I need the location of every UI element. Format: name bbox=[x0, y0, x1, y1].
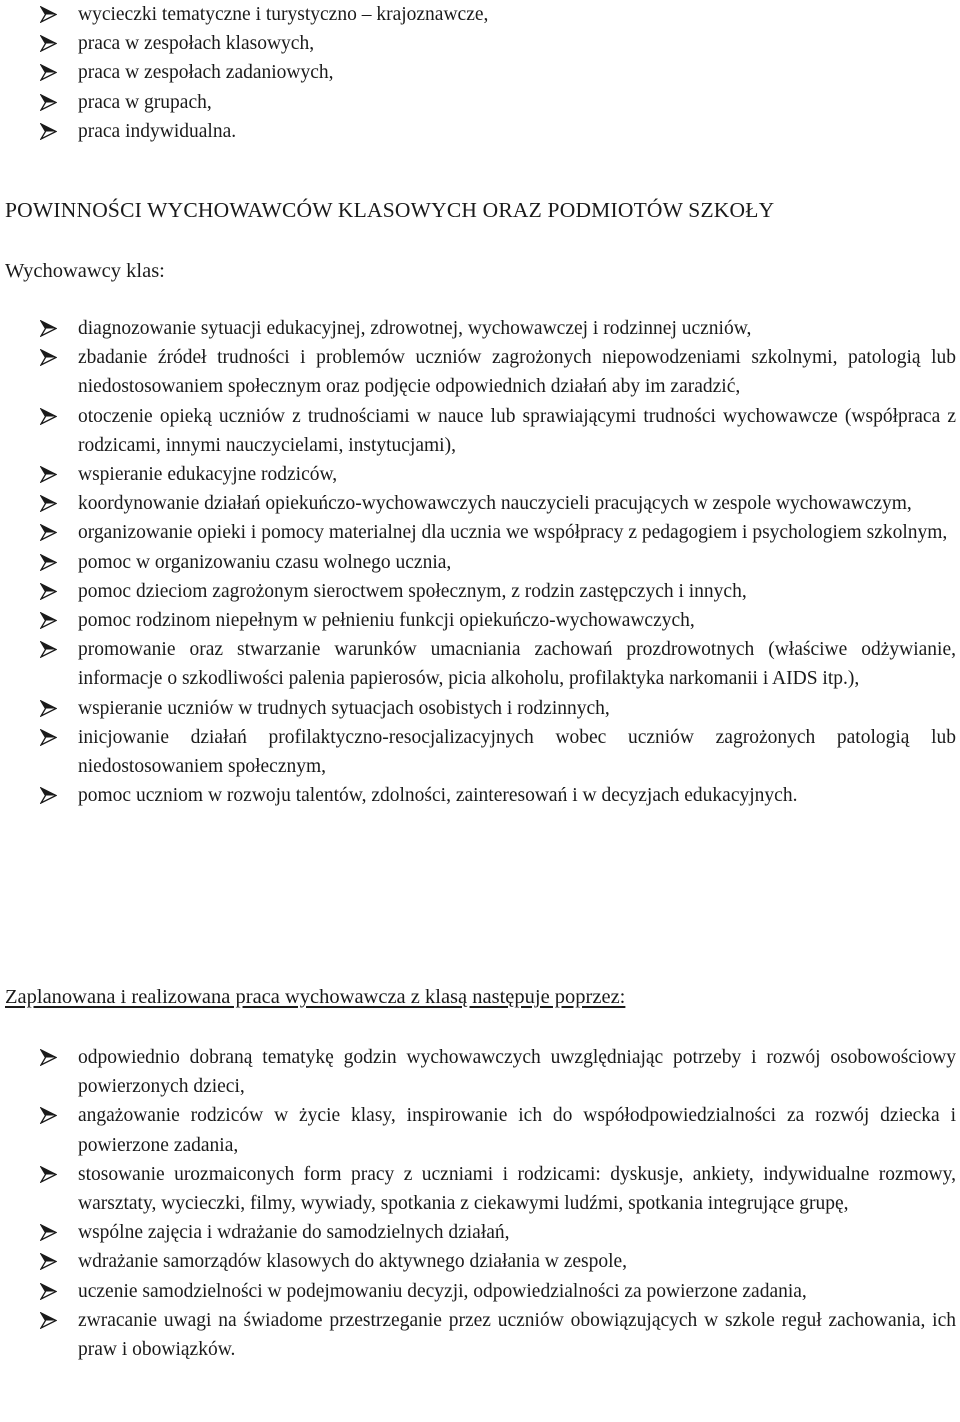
list-item-text: wspieranie edukacyjne rodziców, bbox=[78, 464, 338, 486]
list-item bbox=[0, 58, 960, 87]
list-item bbox=[0, 1277, 960, 1306]
list-item-text: odpowiednio dobraną tematykę godzin wychowawczych uwzględniając potrzeby i rozwój osobowościowy powierzonych dzieci, bbox=[78, 1047, 956, 1098]
list-item bbox=[0, 1247, 960, 1276]
arrowhead-bullet-icon bbox=[40, 1312, 57, 1329]
arrowhead-bullet-icon bbox=[40, 787, 57, 804]
list-item-text: koordynowanie działań opiekuńczo-wychowawczych nauczycieli pracujących w zespole wychowawczym, bbox=[78, 493, 912, 515]
arrowhead-bullet-icon bbox=[40, 94, 57, 111]
arrowhead-bullet-icon bbox=[40, 700, 57, 717]
list-item-text: otoczenie opieką uczniów z trudnościami w nauce lub sprawiającymi trudności wychowawcze (współpraca z rodzicami, innymi nauczycielami, instytucjami), bbox=[78, 405, 956, 456]
arrowhead-bullet-icon bbox=[40, 1253, 57, 1270]
list-item bbox=[0, 1218, 960, 1247]
arrowhead-bullet-icon bbox=[40, 35, 57, 52]
list-item bbox=[0, 0, 960, 29]
list-item bbox=[0, 694, 960, 723]
list-item bbox=[0, 460, 960, 489]
list-item bbox=[0, 343, 960, 401]
list-item-text: angażowanie rodziców w życie klasy, inspirowanie ich do współodpowiedzialności za rozwój dziecka i powierzone zadania, bbox=[78, 1105, 956, 1156]
arrowhead-bullet-icon bbox=[40, 729, 57, 746]
list-item bbox=[0, 1160, 960, 1218]
list-item bbox=[0, 1306, 960, 1364]
list-item-text: praca w zespołach klasowych, bbox=[78, 33, 315, 55]
arrowhead-bullet-icon bbox=[40, 349, 57, 366]
arrowhead-bullet-icon bbox=[40, 6, 57, 23]
arrowhead-bullet-icon bbox=[40, 583, 57, 600]
list-item-text: zwracanie uwagi na świadome przestrzeganie przez uczniów obowiązujących w szkole reguł zachowania, ich praw i obowiązków. bbox=[78, 1309, 956, 1361]
list-item bbox=[0, 88, 960, 117]
arrowhead-bullet-icon bbox=[40, 1224, 57, 1241]
list-item-text: organizowanie opieki i pomocy materialnej dla ucznia we współpracy z pedagogiem i psychologiem szkolnym, bbox=[78, 522, 948, 544]
list-item bbox=[0, 781, 960, 810]
list-item bbox=[0, 1101, 960, 1159]
intro-list bbox=[0, 0, 960, 146]
list-item bbox=[0, 635, 960, 693]
list-item bbox=[0, 518, 960, 547]
list-item-text: stosowanie urozmaiconych form pracy z uczniami i rodzicami: dyskusje, ankiety, indywidualne rozmowy, warsztaty, wycieczki, filmy, wywiady, spotkania z ciekawymi ludźmi, spotkania integrujące grupę, bbox=[78, 1163, 956, 1215]
arrowhead-bullet-icon bbox=[40, 466, 57, 483]
arrowhead-bullet-icon bbox=[40, 495, 57, 512]
list-item-text: pomoc uczniom w rozwoju talentów, zdolności, zainteresowań i w decyzjach edukacyjnych. bbox=[78, 785, 798, 807]
plan-heading: Zaplanowana i realizowana praca wychowawcza z klasą następuje poprzez: bbox=[5, 986, 626, 1008]
list-item-text: promowanie oraz stwarzanie warunków umacniania zachowań prozdrowotnych (właściwe odżywianie, informacje o szkodliwości palenia papierosów, picia alkoholu, profilaktyka narkomanii i AIDS itp.), bbox=[78, 639, 956, 690]
arrowhead-bullet-icon bbox=[40, 641, 57, 658]
list-item-text: wspólne zajęcia i wdrażanie do samodzielnych działań, bbox=[78, 1222, 510, 1244]
list-item-text: wycieczki tematyczne i turystyczno – krajoznawcze, bbox=[78, 4, 489, 25]
list-item-text: praca indywidualna. bbox=[78, 120, 237, 142]
arrowhead-bullet-icon bbox=[40, 554, 57, 571]
arrowhead-bullet-icon bbox=[40, 524, 57, 541]
arrowhead-bullet-icon bbox=[40, 408, 57, 425]
list-item-text: uczenie samodzielności w podejmowaniu decyzji, odpowiedzialności za powierzone zadania, bbox=[78, 1280, 807, 1302]
arrowhead-bullet-icon bbox=[40, 320, 57, 337]
list-item-text: pomoc rodzinom niepełnym w pełnieniu funkcji opiekuńczo-wychowawczych, bbox=[78, 610, 695, 632]
list-item-text: diagnozowanie sytuacji edukacyjnej, zdrowotnej, wychowawczej i rodzinnej uczniów, bbox=[78, 318, 752, 339]
arrowhead-bullet-icon bbox=[40, 1107, 57, 1124]
list-item bbox=[0, 402, 960, 460]
list-item-text: zbadanie źródeł trudności i problemów uczniów zagrożonych niepowodzeniami szkolnymi, patologią lub niedostosowaniem społecznym oraz podjęcie odpowiednich działań aby im zaradzić, bbox=[78, 347, 956, 398]
list-item bbox=[0, 117, 960, 146]
list-item bbox=[0, 548, 960, 577]
subheading: Wychowawcy klas: bbox=[5, 260, 165, 282]
list-item bbox=[0, 606, 960, 635]
list-item-text: inicjowanie działań profilaktyczno-resocjalizacyjnych wobec uczniów zagrożonych patologią lub niedostosowaniem społecznym, bbox=[78, 726, 956, 778]
plan-list bbox=[0, 1043, 960, 1364]
list-item-text: pomoc dzieciom zagrożonym sieroctwem społecznym, z rodzin zastępczych i innych, bbox=[78, 580, 747, 602]
list-item bbox=[0, 314, 960, 343]
list-item bbox=[0, 723, 960, 781]
arrowhead-bullet-icon bbox=[40, 1049, 57, 1066]
arrowhead-bullet-icon bbox=[40, 123, 57, 140]
duties-list bbox=[0, 314, 960, 810]
list-item bbox=[0, 29, 960, 58]
list-item bbox=[0, 577, 960, 606]
list-item-text: wspieranie uczniów w trudnych sytuacjach osobistych i rodzinnych, bbox=[78, 697, 610, 719]
arrowhead-bullet-icon bbox=[40, 1166, 57, 1183]
list-item-text: pomoc w organizowaniu czasu wolnego ucznia, bbox=[78, 551, 452, 573]
section-heading: POWINNOŚCI WYCHOWAWCÓW KLASOWYCH ORAZ PODMIOTÓW SZKOŁY bbox=[5, 198, 775, 222]
arrowhead-bullet-icon bbox=[40, 612, 57, 629]
arrowhead-bullet-icon bbox=[40, 1283, 57, 1300]
list-item bbox=[0, 1043, 960, 1101]
list-item bbox=[0, 489, 960, 518]
list-item-text: praca w grupach, bbox=[78, 91, 212, 113]
list-item-text: wdrażanie samorządów klasowych do aktywnego działania w zespole, bbox=[78, 1251, 628, 1273]
list-item-text: praca w zespołach zadaniowych, bbox=[78, 62, 334, 84]
arrowhead-bullet-icon bbox=[40, 64, 57, 81]
